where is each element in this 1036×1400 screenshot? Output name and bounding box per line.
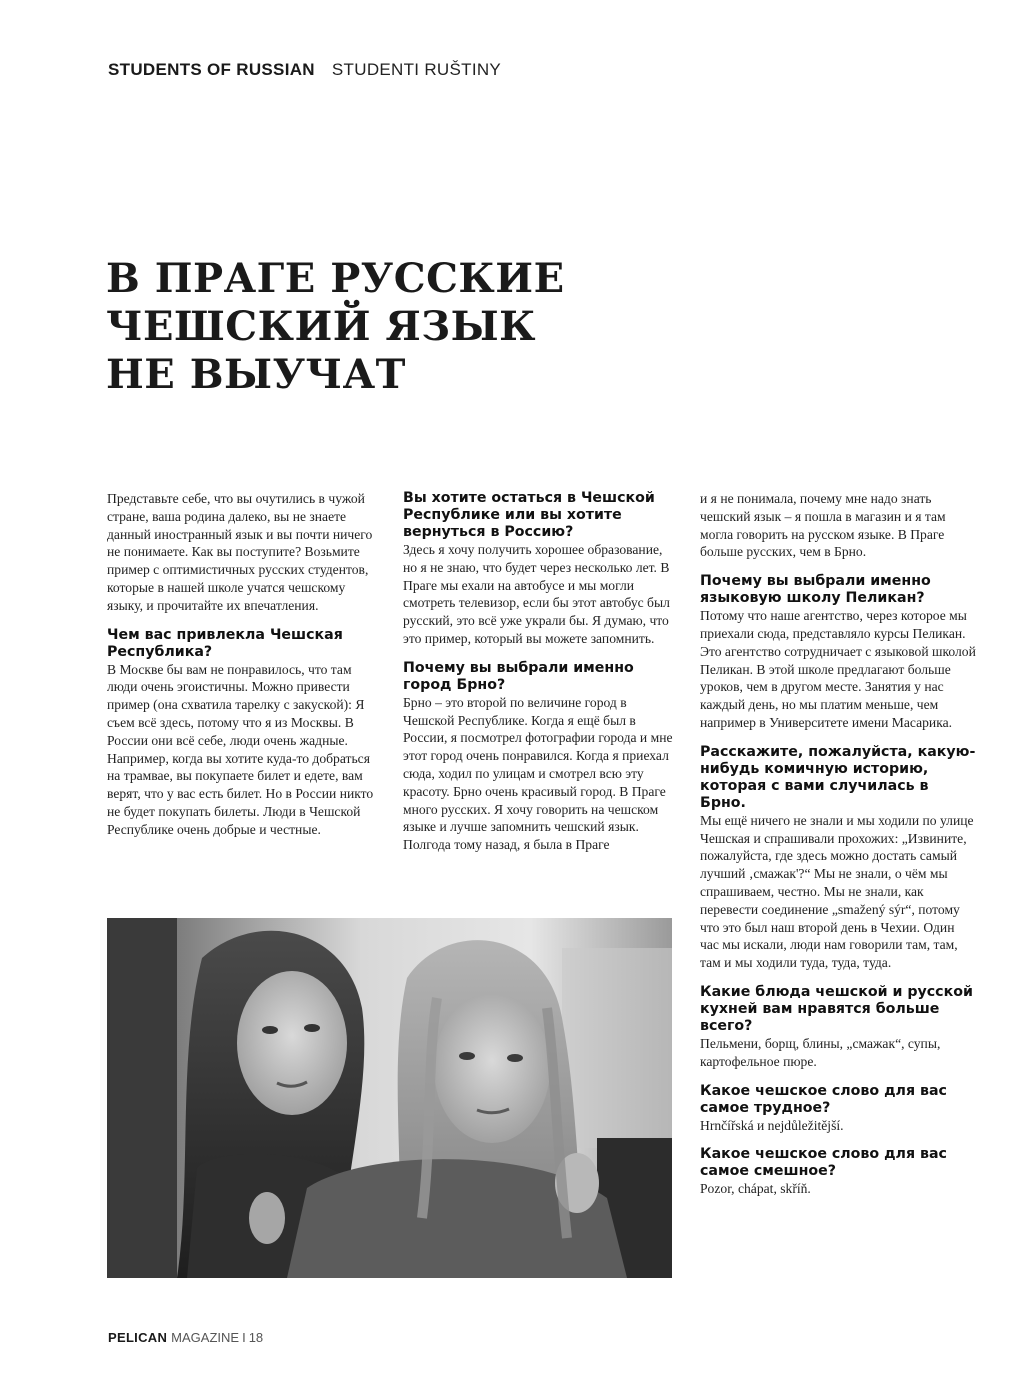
footer-separator: I [242,1330,246,1345]
text-column-3 [700,490,976,1210]
answer-text: Пельмени, борщ, блины, „смажак“, супы, картофельное пюре. [700,1035,941,1069]
section-title-english: STUDENTS OF RUSSIAN [108,60,315,79]
question-heading: Какое чешское слово для вас самое трудное? [700,1082,947,1116]
answer-text: В Москве бы вам не понравилось, что там люди очень эгоистичны. Можно привести пример (она схватила тарелку с закуской): Я съем всё здесь, потому что я из Москвы. В России они всё себе, люди очень жадные. Например, когда вы хотите куда-то добраться на трамвае, вы покупаете билет и едете, вам верят, что у вас есть билет. Но в России никто не будет покупать билеты. Люди в Чешской Республике очень добрые и честные. [107,661,374,837]
article-intro: Представьте себе, что вы очутились в чужой стране, ваша родина далеко, вы не знаете данный иностранный язык и вы почти ничего не понимаете. Как вы поступите? Возьмите пример с оптимистичных русских студентов, которые в нашей школе учатся чешскому языку, и прочитайте их впечатления. [107,491,373,613]
text-column-1 [107,490,377,851]
answer-text: Мы ещё ничего не знали и мы ходили по улице Чешская и спрашивали прохожих: „Извините, пожалуйста, где здесь можно достать самый лучший ‚смажак'?“ Мы не знали, о чём мы спрашиваем, честно. Мы не знали, как перевести соединение „smažený sýr“, потому что это был наш второй день в Чехии. Один час мы искали, люди нам говорили там, там, там и мы ходили туда, туда, туда. [700,812,974,971]
article-photo [107,918,672,1278]
answer-text: Брно – это второй по величине город в Чешской Республике. Когда я ещё был в России, я посмотрел фотографии города и мне этот город очень понравился. Когда я приехал сюда, ходил по улицам и смотрел всю эту красоту. Брно очень красивый город. В Праге много русских. Я хочу говорить на чешском языке и лучше запомнить чешский язык. Полгода тому назад, я была в Праге [403,694,673,853]
article-headline [106,255,666,399]
section-title-czech: STUDENTI RUŠTINY [331,60,502,79]
section-header [108,60,501,80]
answer-text: Pozor, chápat, skříň. [700,1181,811,1197]
question-heading: Вы хотите остаться в Чешской Республике или вы хотите вернуться в Россию? [403,490,655,540]
text-column-2 [403,490,675,866]
headline-line: ЧЕШСКИЙ ЯЗЫК [106,303,537,350]
headline-line: НЕ ВЫУЧАТ [106,351,406,398]
headline-line: В ПРАГЕ РУССКИЕ [106,255,565,302]
question-heading: Чем вас привлекла Чешская Республика? [107,626,343,660]
page-footer [108,1330,263,1345]
answer-text: Здесь я хочу получить хорошее образование, но я не знаю, что будет через несколько лет. В Праге мы ехали на автобусе и мы могли смотреть телевизор, если бы этот автобус был русский, это всё уже украли бы. Я думаю, что это пример, который вы можете запомнить. [403,542,670,646]
question-heading: Какое чешское слово для вас самое смешное? [700,1146,947,1180]
page-number: 18 [248,1330,264,1345]
answer-text: Потому что наше агентство, через которое мы приехали сюда, представляло курсы Пеликан. Это агентство сотрудничает с языковой школой Пеликан. В этой школе предлагают больше уроков, чем в другом месте. Занятия у нас каждый день, но мы платим меньше, чем например в Университете имени Масарика. [700,608,976,730]
question-heading: Почему вы выбрали именно город Брно? [403,659,634,693]
answer-text: Hrnčířská и nejdůležitější. [700,1117,844,1133]
question-heading: Расскажите, пожалуйста, какую-нибудь комичную историю, которая с вами случилась в Брно. [700,743,976,811]
question-heading: Почему вы выбрали именно языковую школу Пеликан? [700,573,931,607]
footer-magazine: MAGAZINE [171,1330,240,1345]
footer-brand: PELICAN [108,1330,168,1345]
answer-text-continued: и я не понимала, почему мне надо знать чешский язык – я пошла в магазин и я там могла говорить на русском языке. В Праге больше русских, чем в Брно. [700,491,946,560]
question-heading: Какие блюда чешской и русской кухней вам нравятся больше всего? [700,983,973,1034]
